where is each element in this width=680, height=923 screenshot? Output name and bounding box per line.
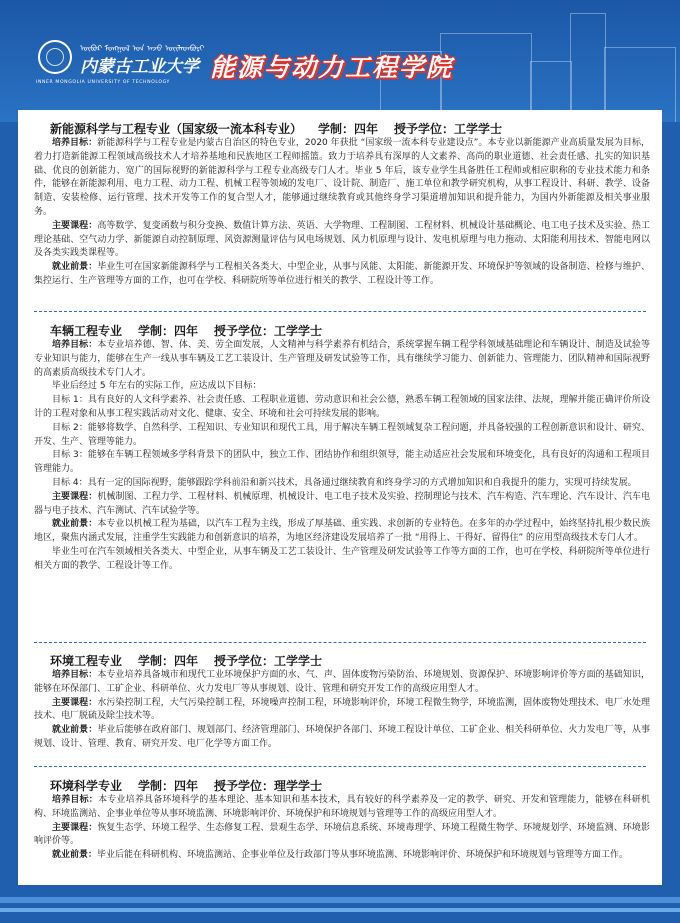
paragraph: 就业前景：毕业后能在科研机构、环境监测站、企事业单位及行政部门等从事环境监测、环境影响评价、环境保护和环境规划与管理等方面工作。 — [52, 850, 629, 861]
section-title — [50, 120, 502, 137]
section-title — [50, 322, 322, 339]
university-logo-icon — [38, 40, 72, 74]
degree: 授予学位：工学学士 — [394, 122, 503, 136]
paragraph: 目标 4：具有一定的国际视野，能够跟踪学科前沿和新兴技术，具备通过继续教育和终身学习的方式增加知识和自我提升的能力，实现可持续发展。 — [52, 477, 637, 488]
paragraph: 培养目标：新能源科学与工程专业是内蒙古自治区的特色专业，2020 年获批 “国家级一流本科专业建设点”。本专业以新能源产业高质量发展为目标，着力打造新能源工程领域高级技术人才培养基地和民族地区工程师摇篮。致力于培养具有深厚的人文素养、高尚的职业道德、社会责任感、扎实的知识基础、优良的创新能力、宽广的国际视野的新能源科学与工程专业高级专门人才。毕业 5 年后，该专业学生具备胜任工程师或相应职称的专业技术能力和条件，能够在新能源利用、电力工程、动力工程、机械工程等领域的发电厂、设计院、制造厂、施工单位和教学研究机构，从事工程设计、科研、教学、设备制造、安装检修、运行管理、技术开发等工作的复合型人才，能够通过继续教育或其他终身学习渠道增加知识和提升能力，为国内外新能源及相关事业服务。 — [34, 138, 650, 217]
university-name: 内蒙古工业大学 — [80, 57, 199, 77]
major-name: 环境工程专业 — [50, 654, 123, 668]
major-name: 环境科学专业 — [50, 779, 123, 793]
degree: 授予学位：工学学士 — [214, 654, 323, 668]
paragraph: 培养目标：本专业培养德、智、体、美、劳全面发展，人文精神与科学素养有机结合，系统掌握车辆工程学科领域基础理论和车辆设计、制造及试验等专业知识与能力，能够在生产一线从事车辆及工艺工装设计、生产管理及研发试验等工作，具有继续学习能力、创新能力、管理能力、团队精神和国际视野的高素质高级技术专门人才。 — [34, 340, 650, 378]
school-title: 能源与动力工程学院 — [210, 53, 454, 82]
section-divider — [34, 642, 646, 643]
paragraph: 就业前景：毕业生可在国家新能源科学与工程相关各类大、中型企业，从事与风能、太阳能、新能源开发、环境保护等领域的设备制造、检修与维护、集控运行、生产管理等方面的工作，也可在学校、科研院所等单位进行相关的教学、工程设计等工作。 — [34, 262, 650, 286]
paragraph: 主要课程：水污染控制工程，大气污染控制工程，环境噪声控制工程，环境影响评价，环境工程微生物学，环境监测，固体废物处理技术、电厂水处理技术、电厂脱硫及除尘技术等。 — [34, 697, 650, 722]
section-divider — [34, 766, 646, 767]
paragraph: 就业前景：毕业后能够在政府部门、规划部门、经济管理部门、环境保护各部门、环境工程设计单位、工矿企业、相关科研单位、火力发电厂等，从事规划、设计、管理、教育、研究开发、电厂化学等方面工作。 — [34, 725, 650, 749]
header-banner — [0, 0, 680, 122]
building-outline — [570, 13, 606, 122]
paragraph: 就业前景：本专业以机械工程为基础，以汽车工程为主线，形成了厚基础、重实践、求创新的专业特色。在多年的办学过程中，始终坚持扎根少数民族地区，聚焦内涵式发展，注重学生实践能力和创新意识的培养，为地区经济建设发展培养了一批 “用得上、干得好、留得住” 的应用型高级技术专门人才。 — [34, 519, 650, 544]
paragraph: 目标 3：能够在车辆工程领域多学科背景下的团队中，独立工作、团结协作和组织领导，能主动适应社会发展和环境变化，具有良好的沟通和工程项目管理能力。 — [34, 450, 650, 475]
duration: 学制：四年 — [318, 122, 379, 136]
section-title — [50, 777, 322, 794]
major-name: 车辆工程专业 — [50, 324, 123, 338]
section-body — [34, 339, 650, 574]
section-title — [50, 652, 322, 669]
footer-stripe — [0, 897, 680, 903]
paragraph: 主要课程：恢复生态学、环境工程学、生态修复工程、景观生态学、环境信息系统、环境毒理学、环境工程微生物学、环境规划学、环境监测、环境影响评价等。 — [34, 822, 650, 847]
duration: 学制：四年 — [138, 654, 199, 668]
paragraph: 目标 1：具有良好的人文科学素养、社会责任感、工程职业道德、劳动意识和社会公德，熟悉车辆工程领域的国家法律、法规，理解并能正确评价所设计的工程对象和从事工程实践活动对文化、健康、安全、环境和社会可持续发展的影响。 — [34, 395, 650, 419]
paragraph: 毕业生可在汽车领域相关各类大、中型企业，从事车辆及工艺工装设计、生产管理及研发试验等工作等方面的工作，也可在学校、科研院所等单位进行相关方面的教学、工程设计等工作。 — [34, 546, 650, 571]
paragraph: 主要课程：高等数学、复变函数与积分变换、数值计算方法、英语、大学物理、工程制图、工程材料、机械设计基础概论、电工电子技术及实验、热工理论基础、空气动力学、新能源自动控制原理、风资源测量评估与风电场规划、风力机原理与设计、发电机原理与电力拖动、太阳能利用技术、智能电网以及各类实践类课程等。 — [34, 220, 650, 259]
section-body — [34, 137, 650, 289]
university-name-mongolian: ᠥᠪᠥᠷ ᠮᠣᠩᠭᠣᠯ ᠤᠨ ᠠᠵᠤ ᠦᠢᠯᠡᠳᠪᠦᠷᠢ — [80, 44, 205, 53]
major-name: 新能源科学与工程专业（国家级一流本科专业） — [50, 122, 303, 136]
footer-stripe — [0, 908, 680, 912]
duration: 学制：四年 — [138, 779, 199, 793]
section-divider — [34, 311, 646, 312]
paragraph: 毕业后经过 5 年左右的实际工作，应达成以下目标： — [52, 381, 262, 392]
university-name-english: INNER MONGOLIA UNIVERSITY OF TECHNOLOGY — [36, 80, 170, 85]
paragraph: 主要课程：机械制图、工程力学、工程材料、机械原理、机械设计、电工电子技术及实验、控制理论与技术、汽车构造、汽车理论、汽车设计、汽车电器与电子技术、汽车测试、汽车试验学等。 — [34, 491, 650, 516]
building-outline — [440, 33, 532, 122]
duration: 学制：四年 — [138, 324, 199, 338]
degree: 授予学位：理学学士 — [214, 779, 323, 793]
degree: 授予学位：工学学士 — [214, 324, 323, 338]
paragraph: 培养目标：本专业培养具备环境科学的基本理论、基本知识和基本技术，具有较好的科学素养及一定的教学、研究、开发和管理能力，能够在科研机构、环境监测站、企事业单位等从事环境监测、环境影响评价、环境保护和环境规划与管理等工作的高级应用型人才。 — [34, 795, 650, 819]
footer-band — [0, 885, 680, 923]
section-body — [34, 669, 650, 752]
section-body — [34, 794, 650, 863]
paragraph: 目标 2：能够将数学、自然科学、工程知识、专业知识和现代工具，用于解决车辆工程领域复杂工程问题，并具备较强的工程创新意识和设计、研究、开发、生产、管理等能力。 — [34, 422, 650, 447]
paragraph: 培养目标：本专业培养具备城市和现代工业环境保护方面的水、气、声、固体废物污染防治、环境规划、资源保护、环境影响评价等方面的基础知识，能够在环保部门、工矿企业、科研单位、火力发电厂等从事规划、设计、管理和研究开发工作的高级应用型人才。 — [34, 670, 650, 694]
